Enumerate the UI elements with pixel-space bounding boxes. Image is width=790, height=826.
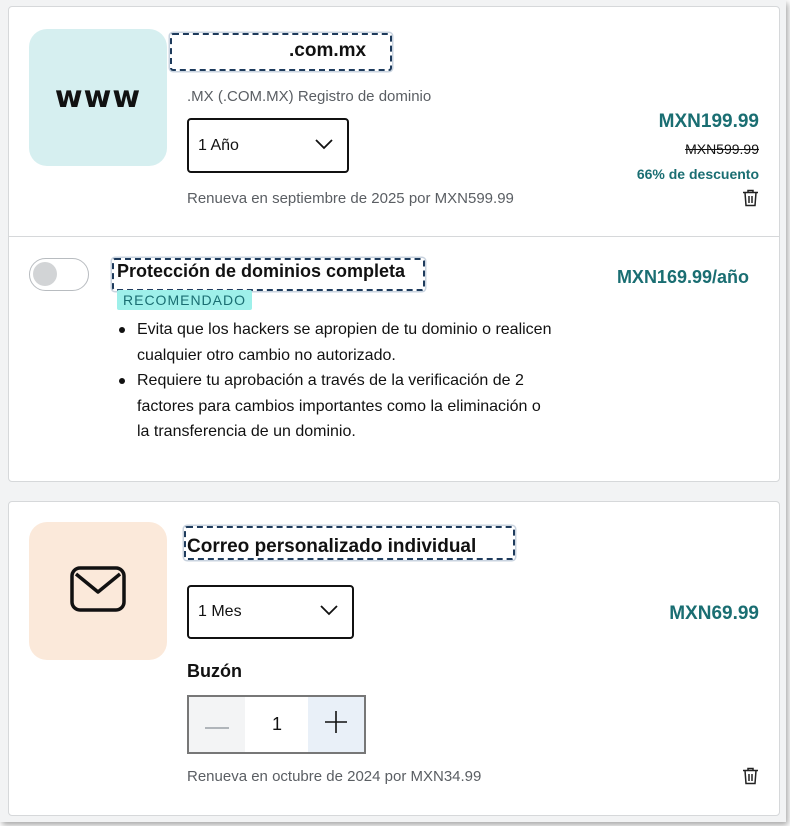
chevron-down-icon	[320, 603, 338, 621]
email-price: MXN69.99	[669, 603, 759, 624]
domain-term-value: 1 Año	[198, 136, 239, 154]
toggle-knob	[33, 262, 57, 286]
mailbox-quantity-stepper	[187, 695, 366, 754]
envelope-icon	[70, 566, 126, 617]
domain-discount: 66% de descuento	[636, 166, 759, 182]
email-term-value: 1 Mes	[198, 603, 242, 620]
protection-benefits-list	[117, 317, 557, 445]
email-title: Correo personalizado individual	[187, 536, 477, 557]
section-divider	[9, 236, 779, 237]
domain-name: .com.mx	[289, 40, 367, 61]
domain-card	[8, 6, 780, 482]
email-term-select[interactable]	[187, 585, 354, 639]
list-item: Requiere tu aprobación a través de la verificación de 2 factores para cambios importantes como la eliminación o la transferencia de un dominio.	[117, 368, 557, 445]
plus-button[interactable]	[308, 697, 364, 752]
chevron-down-icon	[315, 137, 333, 155]
protection-price: MXN169.99/año	[616, 267, 749, 287]
plus-icon	[325, 711, 347, 738]
domain-subtitle: .MX (.COM.MX) Registro de dominio	[187, 88, 432, 105]
www-tile-icon	[29, 29, 167, 166]
domain-original-price: MXN599.99	[685, 141, 759, 157]
recommended-badge: RECOMENDADO	[117, 290, 252, 310]
quantity-value[interactable]: 1	[271, 714, 282, 734]
protection-toggle[interactable]	[29, 258, 89, 291]
envelope-tile	[29, 522, 167, 660]
email-card	[8, 501, 780, 816]
mailbox-label: Buzón	[187, 661, 242, 681]
trash-icon[interactable]	[742, 189, 759, 212]
domain-price: MXN199.99	[658, 111, 759, 132]
domain-renewal-text: Renueva en septiembre de 2025 por MXN599.99	[187, 190, 514, 207]
domain-term-select[interactable]	[187, 118, 349, 173]
trash-icon[interactable]	[742, 767, 759, 790]
protection-title: Protección de dominios completa	[117, 261, 406, 281]
list-item: Evita que los hackers se apropien de tu dominio o realicen cualquier otro cambio no autorizado.	[117, 317, 557, 368]
email-renewal-text: Renueva en octubre de 2024 por MXN34.99	[187, 768, 482, 785]
minus-button[interactable]	[189, 697, 245, 752]
www-tile-text: www	[54, 80, 142, 115]
minus-icon	[205, 716, 229, 734]
